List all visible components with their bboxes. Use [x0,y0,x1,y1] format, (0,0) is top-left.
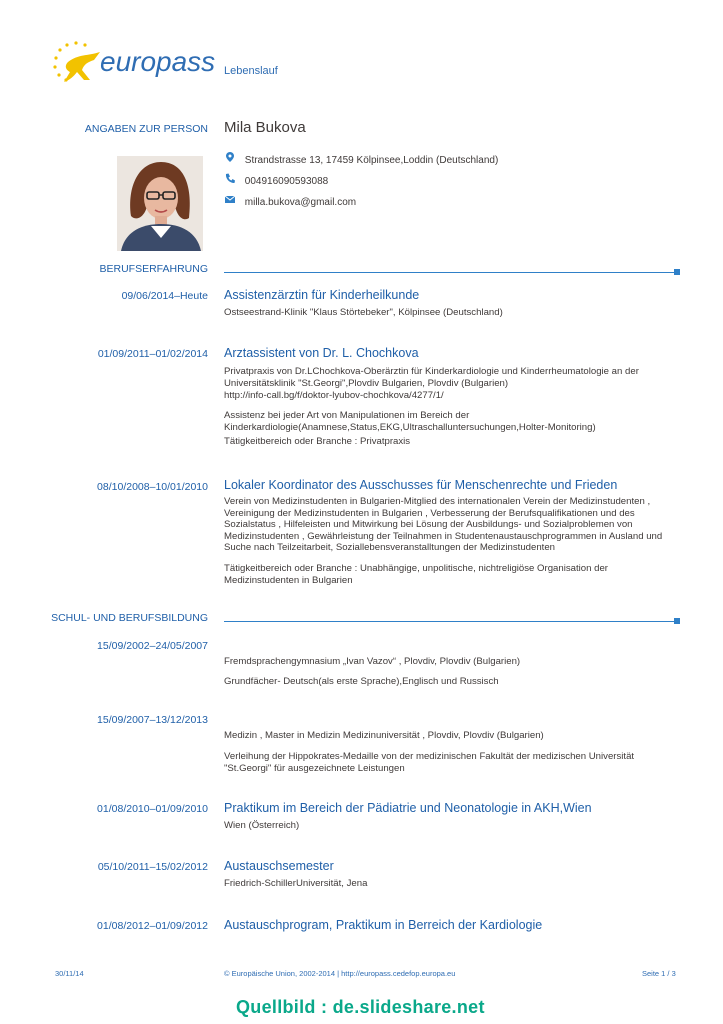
education-title: Austauschprogram, Praktikum in Berreich der Kardiologie [224,918,543,932]
phone-icon [224,172,236,184]
person-name: Mila Bukova [224,119,306,136]
email-text[interactable]: milla.bukova@gmail.com [244,197,357,208]
phone-row [224,172,328,187]
education-date: 05/10/2011–15/02/2012 [97,861,208,873]
experience-detail: Privatpraxis von Dr.LChochkova-Oberärztin für Kinderkardiologie und Kinderrheumatologie an der Universitätsklinik "St.Georgi",Plovdiv Bulgarien, Plovdiv (Bulgarien) [224,366,639,389]
education-date: 15/09/2002–24/05/2007 [97,640,208,652]
experience-detail: Ostseestrand-Klinik "Klaus Störtebeker", Kölpinsee (Deutschland) [224,307,503,318]
logo-text: europass [100,46,216,77]
experience-title: Lokaler Koordinator des Ausschusses für Menschenrechte und Frieden [224,478,618,492]
experience-date: 09/06/2014–Heute [121,290,208,302]
education-detail: Friedrich-SchillerUniversität, Jena [224,878,368,889]
education-detail: Fremdsprachengymnasium „Ivan Vazov“ , Plovdiv, Plovdiv (Bulgarien) [224,656,521,667]
address-text: Strandstrasse 13, 17459 Kölpinsee,Loddin (Deutschland) [244,155,499,166]
document-title: Lebenslauf [224,65,278,77]
experience-date: 01/09/2011–01/02/2014 [97,348,208,360]
source-watermark: Quellbild : de.slideshare.net [236,997,485,1017]
experience-link[interactable]: http://info-call.bg/f/doktor-lyubov-chochkova/4277/1/ [224,390,444,401]
education-section-label: SCHUL- UND BERUFSBILDUNG [51,612,208,624]
section-divider-marker [674,618,680,624]
email-row [224,193,356,208]
experience-sector: Tätigkeitbereich oder Branche : Privatpraxis [224,436,411,447]
footer-page-number: Seite 1 / 3 [642,969,676,978]
education-detail: Grundfächer- Deutsch(als erste Sprache),Englisch und Russisch [224,676,499,687]
section-divider-marker [674,269,680,275]
location-icon [224,151,236,163]
person-portrait-icon [117,156,203,251]
personal-section-label: ANGABEN ZUR PERSON [84,123,208,135]
experience-title: Assistenzärztin für Kinderheilkunde [224,288,420,302]
profile-photo [117,156,203,251]
experience-date: 08/10/2008–10/01/2010 [97,481,208,493]
experience-sector: Tätigkeitbereich oder Branche : Unabhängige, unpolitische, nichtreligiöse Organisation der Medizinstudenten in Bulgarien [224,563,608,586]
section-divider [224,272,674,273]
europass-logo [50,40,216,86]
education-date: 01/08/2012–01/09/2012 [97,920,208,932]
education-date: 01/08/2010–01/09/2010 [97,803,208,815]
experience-detail: Verein von Medizinstudenten in Bulgarien-Mitglied des internationalen Verein der Medizinstudenten , Vereinigung der Medizinstudenten in Bulgarien , Verbesserung der Berufsqualifikationen und des Sozialstatus , Hilfeleisten und Mitwirkung bei Lösung der Ausbildungs- und Sozialproblemen von Medizinstudenten , Gewährleistung der Teilnahmen in Studentenaustauschprogrammen in Ausland und Suche nach Teilzeitarbeit, Soziallebensveranstalltungen der Medizinstudenten [224,496,663,554]
education-detail: Wien (Österreich) [224,820,300,831]
education-detail: Medizin , Master in Medizin Medizinuniversität , Plovdiv, Plovdiv (Bulgarien) [224,730,544,741]
experience-detail: Assistenz bei jeder Art von Manipulationen im Bereich der Kinderkardiologie(Anamnese,Status,EKG,Ultraschalluntersuchungen,Holter-Monitoring) [224,410,596,433]
footer-date: 30/11/14 [55,969,84,978]
address-row [224,151,498,166]
education-date: 15/09/2007–13/12/2013 [97,714,208,726]
footer-copyright[interactable]: © Europäische Union, 2002-2014 | http://europass.cedefop.europa.eu [224,969,456,978]
phone-text[interactable]: 004916090593088 [244,176,329,187]
education-title: Austauschsemester [224,859,334,873]
experience-section-label: BERUFSERFAHRUNG [99,263,208,275]
email-icon [224,193,236,205]
education-detail: Verleihung der Hippokrates-Medaille von der medizinischen Fakultät der medizischen Universität "St.Georgi" für ausgezeichnete Leistungen [224,751,635,774]
section-divider [224,621,674,622]
education-title: Praktikum im Bereich der Pädiatrie und Neonatologie in AKH,Wien [224,801,592,815]
experience-title: Arztassistent von Dr. L. Chochkova [224,346,419,360]
